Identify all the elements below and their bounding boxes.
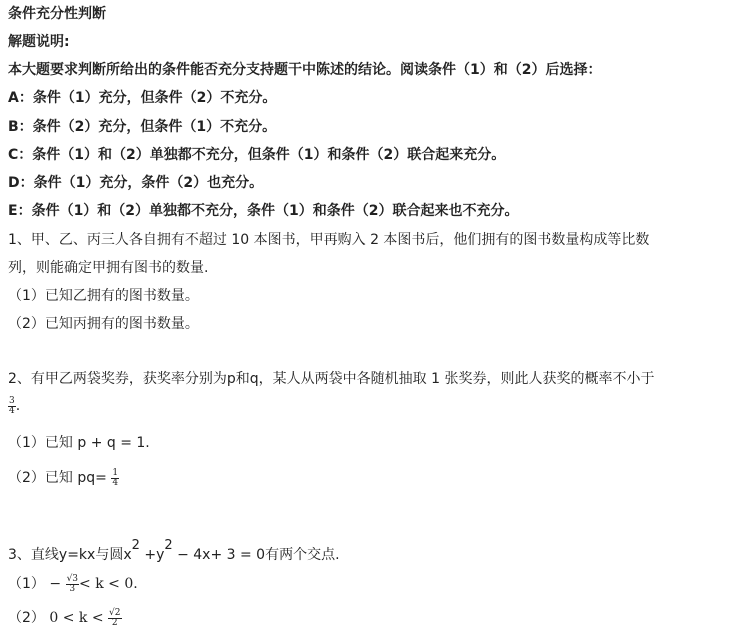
option-d: D：条件（1）充分，条件（2）也充分。 — [8, 175, 264, 191]
q1-stem-line2: 列，则能确定甲拥有图书的数量. — [8, 260, 209, 276]
q2-stem-line1: 2、有甲乙两袋奖券，获奖率分别为p和q，某人从两袋中各随机抽取 1 张奖券，则此人获奖的概率不小于 — [8, 371, 655, 387]
q3-condition-1: （1） − $\frac{√3}{3}$ < k < 0. — [8, 573, 138, 594]
option-b: B：条件（2）充分，但条件（1）不充分。 — [8, 119, 277, 135]
q3-fraction-sqrt3-over-3: $\frac{√3}{3}$ — [66, 573, 79, 594]
option-e: E：条件（1）和（2）单独都不充分，条件（1）和条件（2）联合起来也不充分。 — [8, 203, 519, 219]
q1-stem-line1: 1、甲、乙、丙三人各自拥有不超过 10 本图书，甲再购入 2 本图书后，他们拥有的图书数量构成等比数 — [8, 232, 650, 248]
q3-stem: 3、直线y=kx与圆x2 +y2 − 4x+ 3 = 0有两个交点. — [8, 538, 340, 563]
q1-condition-1: （1）已知乙拥有的图书数量。 — [8, 288, 199, 304]
q2-condition-2: （2）已知 pq= $\frac{1}{4}$ — [8, 467, 119, 488]
q3-condition-2: （2） 0 < k < $\frac{√2}{2}$ — [8, 607, 121, 628]
instructions-heading: 解题说明: — [8, 34, 70, 50]
option-a: A：条件（1）充分，但条件（2）不充分。 — [8, 90, 277, 106]
q2-fraction-three-quarters: $\frac{3}{4}$ — [9, 395, 15, 416]
option-c: C：条件（1）和（2）单独都不充分，但条件（1）和条件（2）联合起来充分。 — [8, 147, 506, 163]
q1-condition-2: （2）已知丙拥有的图书数量。 — [8, 316, 199, 332]
page-title: 条件充分性判断 — [8, 6, 106, 22]
q2-stem-fraction-line: $\frac{3}{4}$ . — [9, 395, 21, 416]
q2-condition-1: （1）已知 p + q = 1. — [8, 435, 150, 451]
q3-fraction-sqrt2-over-2: $\frac{√2}{2}$ — [109, 607, 121, 628]
instructions-body: 本大题要求判断所给出的条件能否充分支持题干中陈述的结论。阅读条件（1）和（2）后选择： — [8, 62, 602, 78]
q2-fraction-one-quarter: $\frac{1}{4}$ — [112, 467, 119, 488]
